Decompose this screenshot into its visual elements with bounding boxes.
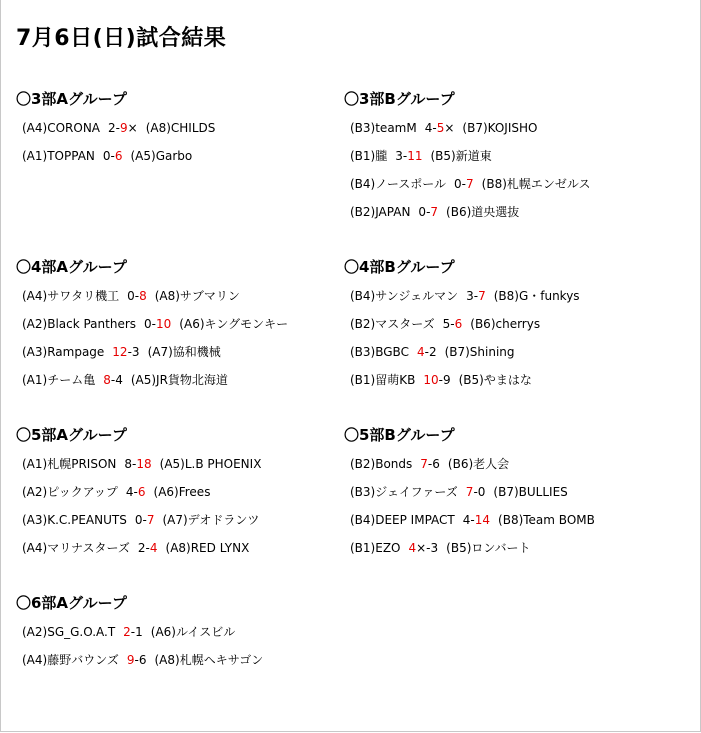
home-team: (B2)Bonds <box>350 457 413 471</box>
score-separator: - <box>134 653 139 667</box>
match-row <box>344 506 674 534</box>
home-score: 9 <box>126 653 135 667</box>
away-team: (A8)RED LYNX <box>165 541 250 555</box>
home-team: (B1)EZO <box>350 541 401 555</box>
score-separator: - <box>461 177 467 191</box>
home-score: 0 <box>102 149 111 163</box>
result-group <box>344 88 674 226</box>
home-team: (B2)マスターズ <box>350 317 435 331</box>
away-team: (B7)Shining <box>444 345 515 359</box>
away-team: (A6)ルイスビル <box>150 625 236 639</box>
home-team: (B4)サンジェルマン <box>350 289 459 303</box>
home-team: (A2)SG_G.O.A.T <box>22 625 116 639</box>
group-title: 〇4部Aグループ <box>16 258 127 276</box>
away-score: 3 <box>131 345 140 359</box>
score-note: × <box>127 121 138 135</box>
score-separator: - <box>134 289 140 303</box>
away-team: (B5)ロンバート <box>446 541 531 555</box>
away-team: (B8)札幌エンゼルス <box>481 177 591 191</box>
match-row <box>16 282 346 310</box>
score-separator: - <box>450 317 455 331</box>
result-group <box>16 88 346 170</box>
result-group <box>344 256 674 394</box>
away-score: 7 <box>430 205 439 219</box>
away-team: (B5)新道東 <box>430 149 492 163</box>
match-row <box>16 506 346 534</box>
away-team: (A8)札幌ヘキサゴン <box>154 653 264 667</box>
score-separator: - <box>133 485 138 499</box>
away-team: (A7)デオドランツ <box>162 513 260 527</box>
home-score: 4 <box>462 513 471 527</box>
away-team: (A5)Garbo <box>130 149 193 163</box>
group-title: 〇5部Aグループ <box>16 426 127 444</box>
match-row <box>16 646 346 674</box>
group-title: 〇3部Bグループ <box>344 90 455 108</box>
score-separator: - <box>127 345 132 359</box>
away-score: 9 <box>119 121 128 135</box>
match-row <box>16 338 346 366</box>
group-title: 〇3部Aグループ <box>16 90 127 108</box>
home-team: (A2)ピックアップ <box>22 485 118 499</box>
away-score: 8 <box>139 289 147 303</box>
away-team: (B7)KOJISHO <box>462 121 538 135</box>
away-team: (B6)道央選抜 <box>446 205 520 219</box>
home-score: 5 <box>442 317 451 331</box>
away-score: 3 <box>430 541 439 555</box>
away-team: (A8)サブマリン <box>154 289 240 303</box>
home-score: 0 <box>127 289 135 303</box>
score-separator: - <box>110 149 115 163</box>
home-team: (B4)DEEP IMPACT <box>350 513 455 527</box>
home-team: (A4)マリナスターズ <box>22 541 130 555</box>
home-team: (B4)ノースポール <box>350 177 447 191</box>
away-team: (A5)JR貨物北海道 <box>130 373 228 387</box>
away-team: (B7)BULLIES <box>493 485 568 499</box>
score-separator: - <box>151 317 157 331</box>
home-team: (B1)留萌KB <box>350 373 416 387</box>
away-score: 6 <box>137 485 146 499</box>
score-separator: - <box>145 541 150 555</box>
home-score: 0 <box>418 205 427 219</box>
away-score: 14 <box>474 513 491 527</box>
home-team: (A1)TOPPAN <box>22 149 95 163</box>
away-score: 1 <box>135 625 143 639</box>
page-title: 7月6日(日)試合結果 <box>16 26 227 51</box>
home-score: 0 <box>134 513 143 527</box>
match-row <box>344 534 674 562</box>
away-team: (B6)cherrys <box>470 317 541 331</box>
home-score: 8 <box>103 373 111 387</box>
away-score: 5 <box>436 121 445 135</box>
score-separator: - <box>130 625 136 639</box>
match-row <box>16 366 346 394</box>
match-row <box>344 282 674 310</box>
home-team: (A1)チーム亀 <box>22 373 96 387</box>
match-row <box>344 450 674 478</box>
result-group <box>16 592 346 674</box>
away-score: 6 <box>138 653 147 667</box>
home-score: 10 <box>423 373 439 387</box>
home-score: 8 <box>124 457 133 471</box>
home-team: (A3)Rampage <box>22 345 105 359</box>
match-row <box>344 478 674 506</box>
score-separator: - <box>110 373 116 387</box>
away-team: (A5)L.B PHOENIX <box>159 457 262 471</box>
result-group <box>344 424 674 562</box>
score-separator: - <box>426 205 431 219</box>
match-row <box>344 366 674 394</box>
result-group <box>16 424 346 562</box>
home-team: (B2)JAPAN <box>350 205 411 219</box>
score-separator: - <box>402 149 408 163</box>
score-separator: ×- <box>416 541 431 555</box>
home-team: (A1)札幌PRISON <box>22 457 117 471</box>
match-row <box>344 310 674 338</box>
home-score: 4 <box>424 121 433 135</box>
home-score: 3 <box>395 149 403 163</box>
home-team: (B3)ジェイファーズ <box>350 485 458 499</box>
score-separator: - <box>427 457 433 471</box>
score-separator: - <box>132 457 137 471</box>
group-title: 〇4部Bグループ <box>344 258 455 276</box>
home-score: 2 <box>108 121 116 135</box>
away-score: 18 <box>136 457 152 471</box>
score-separator: - <box>424 345 429 359</box>
match-row <box>16 142 346 170</box>
away-score: 4 <box>115 373 123 387</box>
match-row <box>16 618 346 646</box>
home-team: (A2)Black Panthers <box>22 317 137 331</box>
away-score: 6 <box>454 317 463 331</box>
away-team: (B5)やまはな <box>458 373 532 387</box>
match-row <box>16 310 346 338</box>
score-separator: - <box>470 513 475 527</box>
away-score: 11 <box>407 149 423 163</box>
home-team: (B3)BGBC <box>350 345 409 359</box>
home-score: 7 <box>465 485 474 499</box>
away-team: (A8)CHILDS <box>145 121 216 135</box>
score-separator: - <box>438 373 443 387</box>
home-score: 0 <box>144 317 152 331</box>
score-separator: - <box>473 289 479 303</box>
score-separator: - <box>115 121 120 135</box>
away-score: 6 <box>114 149 123 163</box>
match-row <box>344 198 674 226</box>
away-score: 4 <box>149 541 158 555</box>
score-separator: - <box>142 513 147 527</box>
away-score: 10 <box>156 317 172 331</box>
home-score: 2 <box>137 541 146 555</box>
home-team: (B1)朧 <box>350 149 388 163</box>
match-row <box>16 534 346 562</box>
score-separator: - <box>432 121 437 135</box>
group-title: 〇6部Aグループ <box>16 594 127 612</box>
away-score: 6 <box>432 457 440 471</box>
home-score: 4 <box>125 485 134 499</box>
match-row <box>16 478 346 506</box>
away-team: (B8)Team BOMB <box>498 513 595 527</box>
match-row <box>344 170 674 198</box>
group-title: 〇5部Bグループ <box>344 426 455 444</box>
match-row <box>344 114 674 142</box>
home-score: 0 <box>454 177 462 191</box>
match-row <box>344 142 674 170</box>
away-team: (B6)老人会 <box>447 457 510 471</box>
home-score: 4 <box>408 541 417 555</box>
match-row <box>16 450 346 478</box>
away-team: (A6)キングモンキー <box>179 317 289 331</box>
home-team: (A4)藤野バウンズ <box>22 653 119 667</box>
away-score: 7 <box>146 513 155 527</box>
home-team: (A4)サワタリ機工 <box>22 289 120 303</box>
home-team: (B3)teamM <box>350 121 417 135</box>
away-team: (A7)協和機械 <box>147 345 221 359</box>
away-score: 2 <box>428 345 437 359</box>
score-separator: - <box>473 485 478 499</box>
away-team: (B8)G・funkys <box>493 289 580 303</box>
home-score: 3 <box>466 289 474 303</box>
result-group <box>16 256 346 394</box>
match-row <box>16 114 346 142</box>
home-score: 4 <box>416 345 425 359</box>
home-team: (A3)K.C.PEANUTS <box>22 513 127 527</box>
away-score: 9 <box>442 373 451 387</box>
away-score: 7 <box>478 289 486 303</box>
away-team: (A6)Frees <box>153 485 211 499</box>
home-score: 2 <box>123 625 131 639</box>
away-score: 7 <box>466 177 474 191</box>
score-note: × <box>444 121 455 135</box>
home-score: 12 <box>112 345 128 359</box>
away-score: 0 <box>477 485 486 499</box>
home-score: 7 <box>420 457 428 471</box>
match-row <box>344 338 674 366</box>
home-team: (A4)CORONA <box>22 121 100 135</box>
